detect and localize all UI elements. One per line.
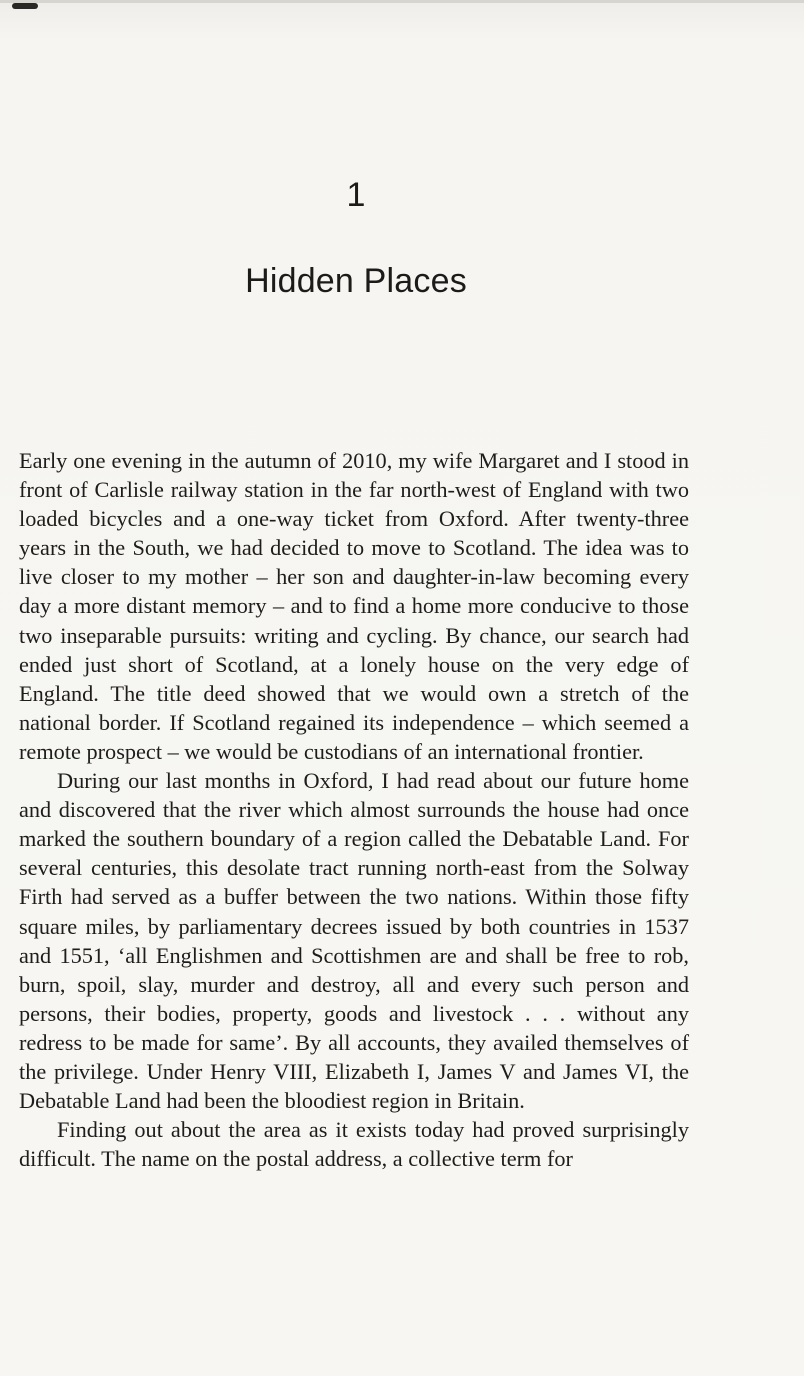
chapter-body [19,446,689,1173]
page-top-edge [0,0,804,3]
chapter-number: 1 [346,176,366,214]
paragraph-1: Early one evening in the autumn of 2010, my wife Margaret and I stood in front of Carlisle railway station in the far north-west of England with two loaded bicycles and a one-way ticket from Oxford. After twenty-three years in the South, we had decided to move to Scotland. The idea was to live closer to my mother – her son and daughter-in-law becoming every day a more distant memory – and to find a home more conducive to those two inseparable pursuits: writing and cycling. By chance, our search had ended just short of Scotland, at a lonely house on the very edge of England. The title deed showed that we would own a stretch of the national border. If Scotland regained its independence – which seemed a remote prospect – we would be custodians of an international frontier. [19,448,689,764]
corner-mark [12,3,38,9]
paragraph-3: Finding out about the area as it exists today had proved surprisingly difficult. The name on the postal address, a collective term for [19,1117,689,1172]
chapter-title: Hidden Places [245,262,467,300]
paragraph-2: During our last months in Oxford, I had read about our future home and discovered that the river which almost surrounds the house had once marked the southern boundary of a region called the Debatable Land. For several centuries, this desolate tract running north-east from the Solway Firth had served as a buffer between the two nations. Within those fifty square miles, by parliamentary decrees issued by both countries in 1537 and 1551, ‘all Englishmen and Scottishmen are and shall be free to rob, burn, spoil, slay, murder and destroy, all and every such person and persons, their bodies, property, goods and livestock . . . without any redress to be made for same’. By all accounts, they availed themselves of the privilege. Under Henry VIII, Elizabeth I, James V and James VI, the Debatable Land had been the bloodiest region in Britain. [19,768,689,1114]
